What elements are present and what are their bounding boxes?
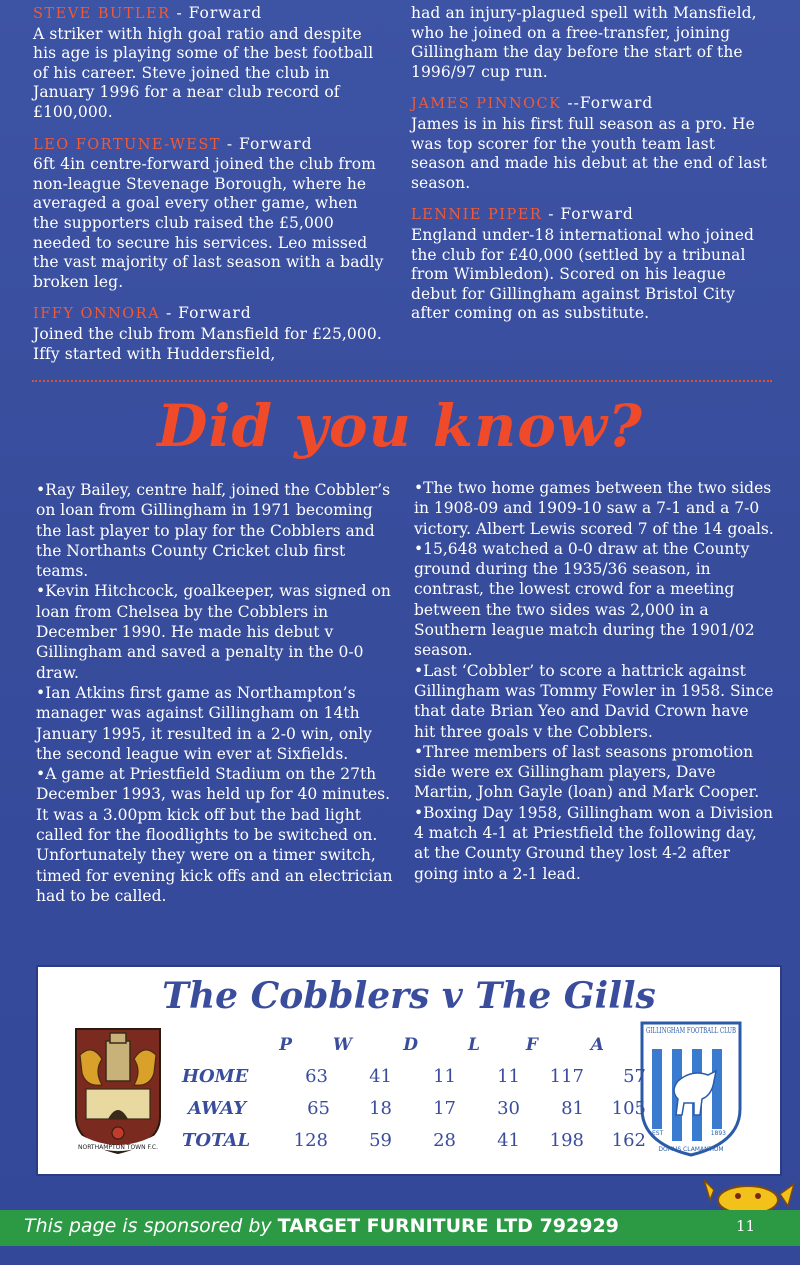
bio-text: A striker with high goal ratio and despite his age is playing some of the best football of his career. Steve joined the club in January 1996 for a near club record of £100,000. <box>33 24 374 121</box>
bio-text: England under-18 international who joined the club for £40,000 (settled by a tribunal from Wimbledon). Scored on his league debut for Gillingham against Bristol City after coming on as substitute. <box>411 225 754 323</box>
fact-item: •The two home games between the two sides in 1908-09 and 1909-10 saw a 7-1 and a 7-0 victory. Albert Lewis scored 7 of the 14 goals. <box>414 479 774 538</box>
fact-item: •Ian Atkins first game as Northampton’s manager was against Gillingham on 14th January 1995, it resulted in a 2-0 win, only the second league win ever at Sixfields. <box>36 683 372 763</box>
gillingham-crest-icon <box>638 1019 744 1159</box>
crest-right-year: 1893 <box>710 1130 726 1137</box>
record-cell: 11 <box>433 1066 456 1087</box>
player-position: --Forward <box>561 94 654 113</box>
record-row-away <box>178 1098 646 1128</box>
fact-item: •Ray Bailey, centre half, joined the Cobbler’s on loan from Gillingham in 1971 becoming the last player to play for the Cobblers and the Northants County Cricket club first teams. <box>36 481 391 581</box>
bio-entry <box>411 94 771 193</box>
col-header: L <box>468 1035 480 1055</box>
col-header: F <box>525 1035 538 1055</box>
record-cell: 198 <box>549 1130 584 1151</box>
bio-text: James is in his first full season as a pro. He was top scorer for the youth team last season and made his debut at the end of last season. <box>411 114 768 192</box>
row-label: TOTAL <box>182 1130 251 1151</box>
record-cell: 30 <box>497 1098 520 1119</box>
bio-text: 6ft 4in centre-forward joined the club from non-league Stevenage Borough, where he averaged a goal every other game, when the supporters club raised the £5,000 needed to secure his services. Leo missed the vast majority of last season with a badly broken leg. <box>33 155 384 291</box>
bio-entry <box>411 4 771 82</box>
player-name: LEO FORTUNE-WEST <box>33 136 221 153</box>
crest-right-est: EST <box>652 1130 664 1137</box>
head-to-head-record <box>36 965 782 1176</box>
fact-item: •Three members of last seasons promotion side were ex Gillingham players, Dave Martin, John Gayle (loan) and Mark Cooper. <box>414 742 760 802</box>
crest-right-top: GILLINGHAM FOOTBALL CLUB <box>646 1026 737 1035</box>
player-name: IFFY ONNORA <box>33 306 161 323</box>
crest-right-motto: DOMUS CLAMANTIUM <box>658 1146 724 1153</box>
player-name: JAMES PINNOCK <box>411 96 562 113</box>
record-cell: 128 <box>293 1130 328 1151</box>
sponsor-name: TARGET FURNITURE LTD 792929 <box>277 1215 619 1237</box>
col-header: D <box>403 1035 418 1055</box>
record-cell: 57 <box>623 1066 646 1087</box>
record-row-total <box>178 1130 646 1160</box>
did-you-know-heading: Did you know? <box>157 392 643 460</box>
record-cell: 17 <box>433 1098 456 1119</box>
row-label: HOME <box>182 1066 249 1087</box>
record-cell: 41 <box>497 1130 520 1151</box>
sponsor-prefix: This page is sponsored by <box>24 1215 278 1237</box>
player-position: - Forward <box>160 304 252 323</box>
fact-item: •Kevin Hitchcock, goalkeeper, was signed on loan from Chelsea by the Cobblers in December 1990. He made his debut v Gillingham and saved a penalty in the 0-0 draw. <box>36 582 391 682</box>
facts-right <box>414 478 774 884</box>
crest-left-text: NORTHAMPTON TOWN F.C. <box>77 1144 159 1151</box>
player-name: STEVE BUTLER <box>33 6 171 22</box>
record-cell: 105 <box>611 1098 646 1119</box>
record-cell: 11 <box>497 1066 520 1087</box>
record-cell: 28 <box>433 1130 456 1151</box>
record-cell: 59 <box>369 1130 392 1151</box>
page-number: 11 <box>736 1217 756 1235</box>
player-position: - Forward <box>170 4 263 22</box>
sponsor-footer <box>0 1210 800 1246</box>
record-cell: 117 <box>549 1066 584 1087</box>
player-bios-left <box>33 4 388 376</box>
bio-entry <box>33 135 388 293</box>
record-cell: 18 <box>369 1098 392 1119</box>
player-bios-right <box>411 4 771 336</box>
record-cell: 63 <box>305 1066 328 1087</box>
row-label: AWAY <box>188 1098 247 1119</box>
bio-entry <box>33 4 388 123</box>
record-header-row <box>178 1035 628 1065</box>
dotted-divider <box>32 380 772 382</box>
facts-left <box>36 480 396 906</box>
record-cell: 41 <box>369 1066 392 1087</box>
bio-entry <box>411 205 771 324</box>
bio-text: Joined the club from Mansfield for £25,000. Iffy started with Huddersfield, <box>33 324 382 363</box>
record-row-home <box>178 1066 646 1096</box>
northampton-crest-icon <box>72 1025 164 1157</box>
bio-text: had an injury-plagued spell with Mansfield, who he joined on a free-transfer, joining Gillingham the day before the start of the 1996/97 cup run. <box>411 4 757 81</box>
record-cell: 65 <box>307 1098 330 1119</box>
fact-item: •A game at Priestfield Stadium on the 27th December 1993, was held up for 40 minutes. It was a 3.00pm kick off but the bad light called for the floodlights to be switched on. Unfortunately they were on a timer switch, timed for evening kick offs and an electrician had to be called. <box>36 765 393 905</box>
fact-item: •Last ‘Cobbler’ to score a hattrick against Gillingham was Tommy Fowler in 1958. Since that date Brian Yeo and David Crown have hit three goals v the Cobblers. <box>414 661 774 741</box>
col-header: A <box>590 1035 604 1055</box>
col-header: P <box>279 1035 292 1055</box>
col-header: W <box>332 1035 352 1055</box>
fact-item: •15,648 watched a 0-0 draw at the County ground during the 1935/36 season, in contrast, the lowest crowd for a meeting between the two sides was 2,000 in a Southern league match during the 1901/02 season. <box>414 539 755 660</box>
record-cell: 162 <box>611 1130 646 1151</box>
fact-item: •Boxing Day 1958, Gillingham won a Division 4 match 4-1 at Priestfield the following day, at the County Ground they lost 4-2 after going into a 2-1 lead. <box>414 803 774 883</box>
record-title: The Cobblers v The Gills <box>162 975 656 1017</box>
sponsor-text <box>24 1215 619 1237</box>
player-position: - Forward <box>220 134 313 153</box>
player-position: - Forward <box>542 205 634 224</box>
player-name: LENNIE PIPER <box>411 207 543 224</box>
record-cell: 81 <box>561 1098 584 1119</box>
bio-entry <box>33 304 388 364</box>
